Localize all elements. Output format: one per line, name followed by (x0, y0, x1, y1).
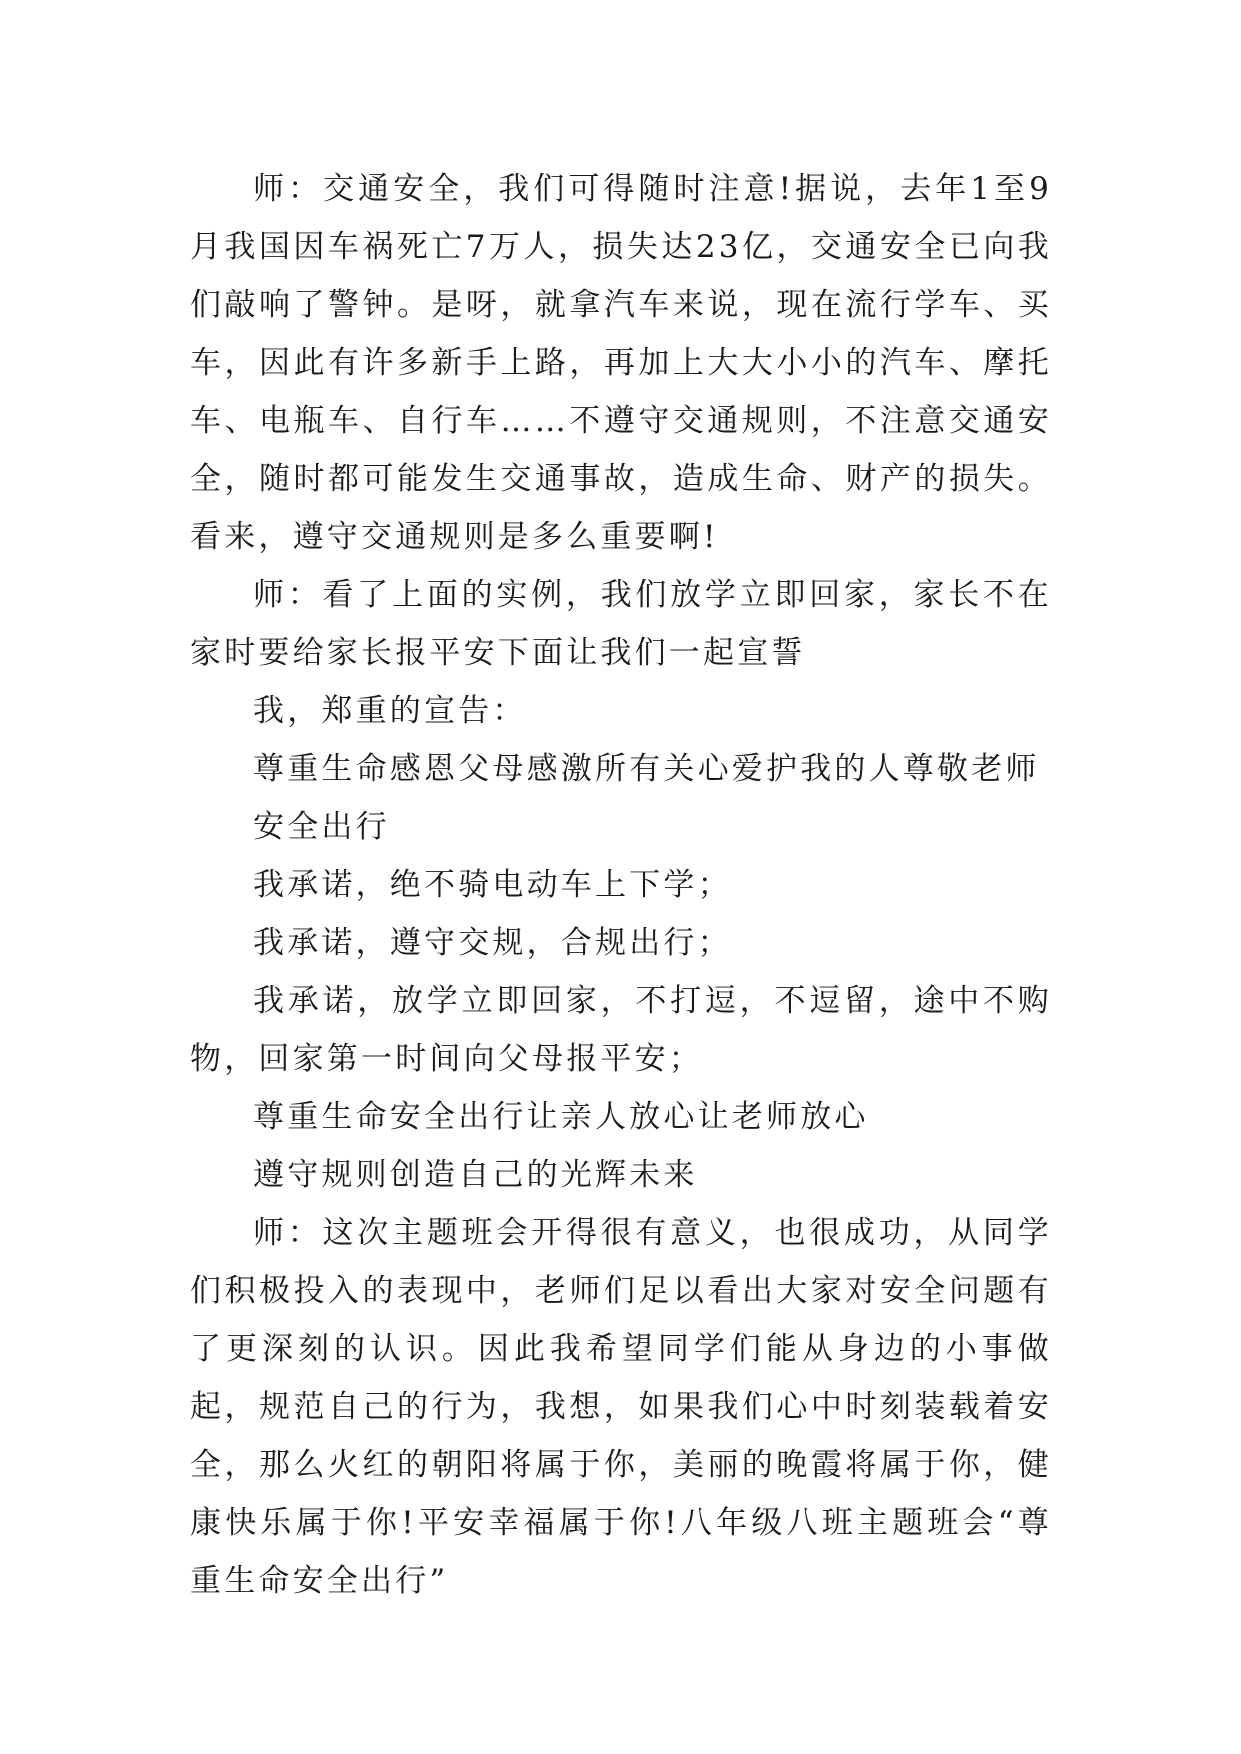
paragraph-safe-travel: 安全出行 (253, 809, 390, 845)
paragraph-slogan-2: 遵守规则创造自己的光辉未来 (253, 1157, 698, 1193)
paragraph-declaration-intro: 我，郑重的宣告： (253, 693, 527, 729)
paragraph-respect-life: 尊重生命感恩父母感激所有关心爱护我的人尊敬老师 (253, 751, 1040, 787)
paragraph-promise-1: 我承诺，绝不骑电动车上下学； (253, 867, 732, 903)
paragraph-conclusion: 师：这次主题班会开得很有意义，也很成功，从同学们积极投入的表现中，老师们足以看出大家对安全问题有了更深刻的认识。因此我希望同学们能从身边的小事做起，规范自己的行为，我想，如果我们心中时刻装载着安全，那么火红的朝阳将属于你，美丽的晚霞将属于你，健康快乐属于你!平安幸福属于你!八年级八班主题班会“尊重生命安全出行” (190, 1215, 1052, 1599)
paragraph-slogan-1: 尊重生命安全出行让亲人放心让老师放心 (253, 1099, 869, 1135)
document-page (190, 160, 1052, 1610)
paragraph-promise-2: 我承诺，遵守交规，合规出行； (253, 925, 732, 961)
paragraph-traffic-safety: 师：交通安全，我们可得随时注意!据说，去年1至9月我国因车祸死亡7万人，损失达23亿，交通安全已向我们敲响了警钟。是呀，就拿汽车来说，现在流行学车、买车，因此有许多新手上路，再加上大大小小的汽车、摩托车、电瓶车、自行车……不遵守交通规则，不注意交通安全，随时都可能发生交通事故，造成生命、财产的损失。看来，遵守交通规则是多么重要啊! (190, 171, 1052, 555)
paragraph-examples: 师：看了上面的实例，我们放学立即回家，家长不在家时要给家长报平安下面让我们一起宣誓 (190, 577, 1052, 671)
paragraph-promise-3: 我承诺，放学立即回家，不打逗，不逗留，途中不购物，回家第一时间向父母报平安； (190, 983, 1052, 1077)
